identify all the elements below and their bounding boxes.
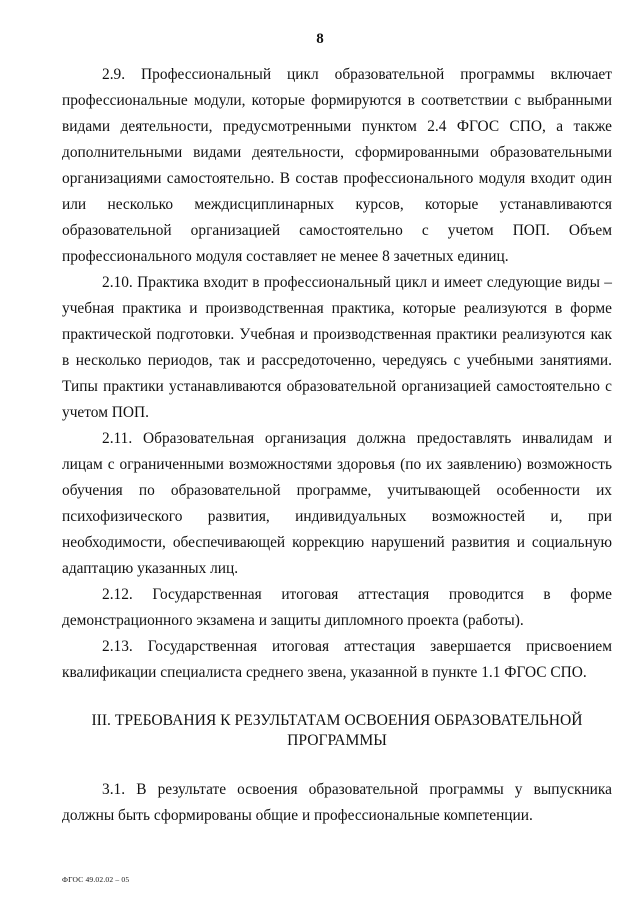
section-heading-line-1: III. ТРЕБОВАНИЯ К РЕЗУЛЬТАТАМ ОСВОЕНИЯ ОБРАЗОВАТЕЛЬНОЙ bbox=[91, 712, 583, 729]
paragraph-3-1: 3.1. В результате освоения образовательной программы у выпускника должны быть сформированы общие и профессиональные компетенции. bbox=[62, 781, 612, 824]
section-heading-line-2: ПРОГРАММЫ bbox=[287, 732, 387, 749]
paragraph-2-13: 2.13. Государственная итоговая аттестация завершается присвоением квалификации специалиста среднего звена, указанной в пункте 1.1 ФГОС СПО. bbox=[62, 638, 612, 681]
document-body bbox=[62, 62, 612, 829]
paragraph-2-11: 2.11. Образовательная организация должна предоставлять инвалидам и лицам с ограниченными возможностями здоровья (по их заявлению) возможность обучения по образовательной программе, учитывающей особенности их психофизического развития, индивидуальных возможностей и, при необходимости, обеспечивающей коррекцию нарушений развития и социальную адаптацию указанных лиц. bbox=[62, 430, 612, 577]
paragraph-2-9: 2.9. Профессиональный цикл образовательной программы включает профессиональные модули, которые формируются в соответствии с выбранными видами деятельности, предусмотренными пунктом 2.4 ФГОС СПО, а также дополнительными видами деятельности, сформированными образовательными организациями самостоятельно. В состав профессионального модуля входит один или несколько междисциплинарных курсов, которые устанавливаются образовательной организацией самостоятельно с учетом ПОП. Объем профессионального модуля составляет не менее 8 зачетных единиц. bbox=[62, 66, 612, 265]
paragraph-2-12: 2.12. Государственная итоговая аттестация проводится в форме демонстрационного экзамена и защиты дипломного проекта (работы). bbox=[62, 586, 612, 629]
section-heading bbox=[62, 711, 612, 751]
page-number: 8 bbox=[316, 31, 324, 47]
document-code-footer: ФГОС 49.02.02 – 05 bbox=[62, 875, 130, 884]
paragraph-2-10: 2.10. Практика входит в профессиональный цикл и имеет следующие виды – учебная практика и производственная практика, которые реализуются в форме практической подготовки. Учебная и производственная практики реализуются как в несколько периодов, так и рассредоточенно, чередуясь с учебными занятиями. Типы практики устанавливаются образовательной организацией самостоятельно с учетом ПОП. bbox=[62, 274, 612, 421]
